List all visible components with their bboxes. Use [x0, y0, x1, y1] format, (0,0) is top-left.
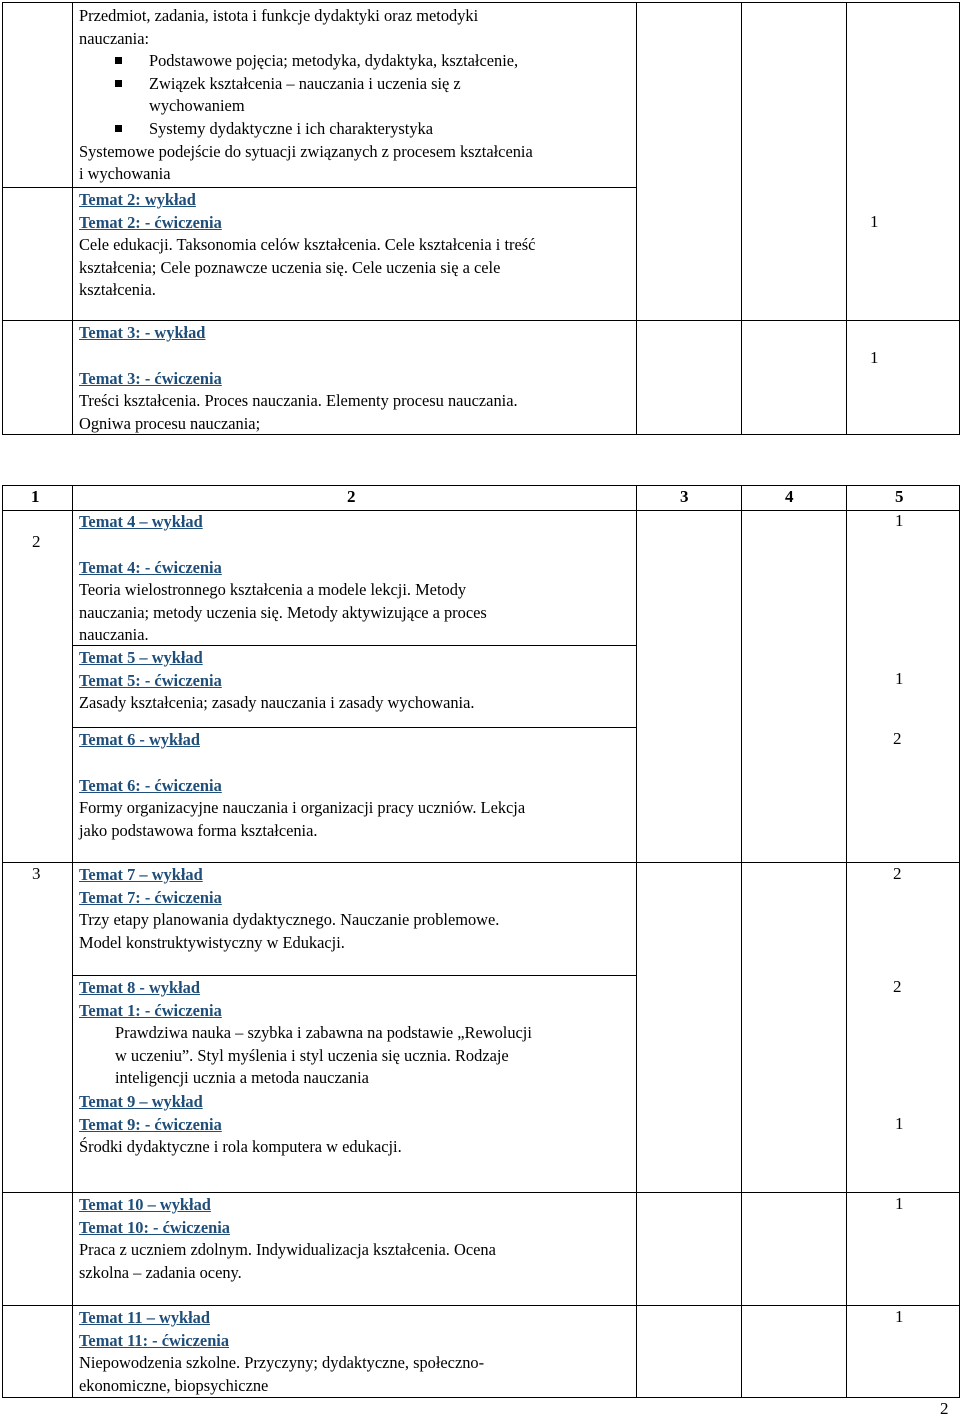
text-line: i wychowania	[79, 164, 171, 184]
exercise-heading: Temat 2: - ćwiczenia	[79, 212, 222, 232]
lecture-heading: Temat 7 – wykład	[79, 865, 203, 884]
topic-block-2	[79, 189, 535, 302]
grid-line	[2, 1305, 960, 1306]
hours-value: 1	[895, 1114, 904, 1133]
grid-line	[2, 862, 960, 863]
hours-value: 1	[870, 212, 879, 231]
grid-line	[741, 2, 742, 435]
grid-line	[2, 2, 3, 435]
grid-line	[72, 727, 637, 728]
text-line: Prawdziwa nauka – szybka i zabawna na podstawie „Rewolucji	[115, 1023, 532, 1043]
text-line: w uczeniu”. Styl myślenia i styl uczenia się ucznia. Rodzaje	[115, 1045, 509, 1065]
lecture-heading: Temat 6 - wykład	[79, 730, 200, 749]
lecture-heading: Temat 8 - wykład	[79, 978, 200, 997]
grid-line	[2, 187, 637, 188]
grid-line	[636, 2, 637, 435]
text-line: nauczania:	[79, 28, 150, 48]
lecture-heading: Temat 9 – wykład	[79, 1092, 203, 1111]
hours-value: 1	[895, 1307, 904, 1326]
text-line: Przedmiot, zadania, istota i funkcje dydaktyki oraz metodyki	[79, 6, 479, 25]
exercise-heading: Temat 5: - ćwiczenia	[79, 670, 222, 690]
column-header: 5	[895, 487, 904, 506]
exercise-heading: Temat 11: - ćwiczenia	[79, 1330, 230, 1350]
text-line: Środki dydaktyczne i rola komputera w edukacji.	[79, 1137, 402, 1157]
exercise-heading: Temat 7: - ćwiczenia	[79, 887, 222, 907]
lecture-heading: Temat 10 – wykład	[79, 1195, 211, 1214]
grid-line	[2, 2, 960, 3]
grid-line	[72, 975, 637, 976]
topic-row	[79, 647, 474, 715]
grid-line	[846, 485, 847, 1398]
column-header: 1	[31, 487, 40, 506]
hours-value: 2	[893, 729, 902, 748]
text-line: nauczania; metody uczenia się. Metody aktywizujące a proces	[79, 602, 487, 622]
text-line: Cele edukacji. Taksonomia celów kształcenia. Cele kształcenia i treść	[79, 235, 536, 255]
bullet-item-continuation: wychowaniem	[149, 96, 245, 116]
lecture-heading: Temat 4 – wykład	[79, 512, 203, 531]
text-line: Treści kształcenia. Proces nauczania. Elementy procesu nauczania.	[79, 391, 518, 411]
text-line: ekonomiczne, biopsychiczne	[79, 1375, 269, 1395]
grid-line	[846, 2, 847, 435]
topic-row	[79, 511, 487, 647]
hours-value: 1	[895, 1194, 904, 1213]
lecture-heading: Temat 11 – wykład	[79, 1308, 210, 1327]
text-line: kształcenia; Cele poznawcze uczenia się. Cele uczenia się a cele	[79, 257, 501, 277]
bullet-item: Podstawowe pojęcia; metodyka, dydaktyka, kształcenie,	[79, 50, 533, 73]
topic-row	[79, 977, 532, 1090]
lecture-heading: Temat 5 – wykład	[79, 648, 203, 667]
topic-block-3	[79, 322, 518, 435]
grid-line	[2, 1192, 960, 1193]
text-line: Zasady kształcenia; zasady nauczania i zasady wychowania.	[79, 693, 475, 713]
column-header: 2	[347, 487, 356, 506]
exercise-heading: Temat 3: - ćwiczenia	[79, 368, 222, 388]
text-line: Systemowe podejście do sytuacji związanych z procesem kształcenia	[79, 141, 533, 161]
topic-block-1	[79, 5, 533, 186]
grid-line	[2, 485, 960, 486]
week-number: 3	[32, 864, 41, 883]
hours-value: 2	[893, 864, 902, 883]
column-header: 3	[680, 487, 689, 506]
grid-line	[741, 485, 742, 1398]
exercise-heading: Temat 1: - ćwiczenia	[79, 1000, 222, 1020]
hours-value: 1	[895, 511, 904, 530]
topic-row	[79, 1307, 484, 1397]
text-line: szkolna – zadania oceny.	[79, 1262, 242, 1282]
week-number: 2	[32, 532, 41, 551]
text-line: jako podstawowa forma kształcenia.	[79, 820, 318, 840]
exercise-heading: Temat 10: - ćwiczenia	[79, 1217, 230, 1237]
lecture-heading: Temat 3: - wykład	[79, 323, 206, 342]
exercise-heading: Temat 9: - ćwiczenia	[79, 1114, 222, 1134]
lecture-heading: Temat 2: wykład	[79, 190, 196, 209]
grid-line	[72, 2, 73, 435]
topic-row	[79, 1194, 496, 1284]
hours-value: 1	[870, 348, 879, 367]
page-number: 2	[940, 1399, 949, 1418]
text-line: Ogniwa procesu nauczania;	[79, 413, 261, 433]
grid-line	[72, 485, 73, 1398]
text-line: Teoria wielostronnego kształcenia a modele lekcji. Metody	[79, 580, 467, 600]
grid-line	[636, 485, 637, 1398]
topic-row	[79, 729, 525, 842]
bullet-item: Systemy dydaktyczne i ich charakterystyka	[79, 118, 533, 141]
bullet-item: Związek kształcenia – nauczania i uczenia się z	[79, 73, 533, 96]
exercise-heading: Temat 6: - ćwiczenia	[79, 775, 222, 795]
text-line: Trzy etapy planowania dydaktycznego. Nauczanie problemowe.	[79, 910, 500, 930]
text-line: Model konstruktywistyczny w Edukacji.	[79, 932, 345, 952]
column-header: 4	[785, 487, 794, 506]
grid-line	[2, 485, 3, 1398]
text-line: inteligencji ucznia a metoda nauczania	[115, 1068, 369, 1088]
topic-row	[79, 1091, 402, 1159]
grid-line	[2, 320, 960, 321]
topic-row	[79, 864, 499, 954]
text-line: Niepowodzenia szkolne. Przyczyny; dydaktyczne, społeczno-	[79, 1353, 485, 1373]
hours-value: 1	[895, 669, 904, 688]
text-line: kształcenia.	[79, 280, 156, 300]
exercise-heading: Temat 4: - ćwiczenia	[79, 557, 222, 577]
text-line: nauczania.	[79, 625, 149, 645]
text-line: Praca z uczniem zdolnym. Indywidualizacja kształcenia. Ocena	[79, 1240, 496, 1260]
hours-value: 2	[893, 977, 902, 996]
text-line: Formy organizacyjne nauczania i organizacji pracy uczniów. Lekcja	[79, 798, 526, 818]
